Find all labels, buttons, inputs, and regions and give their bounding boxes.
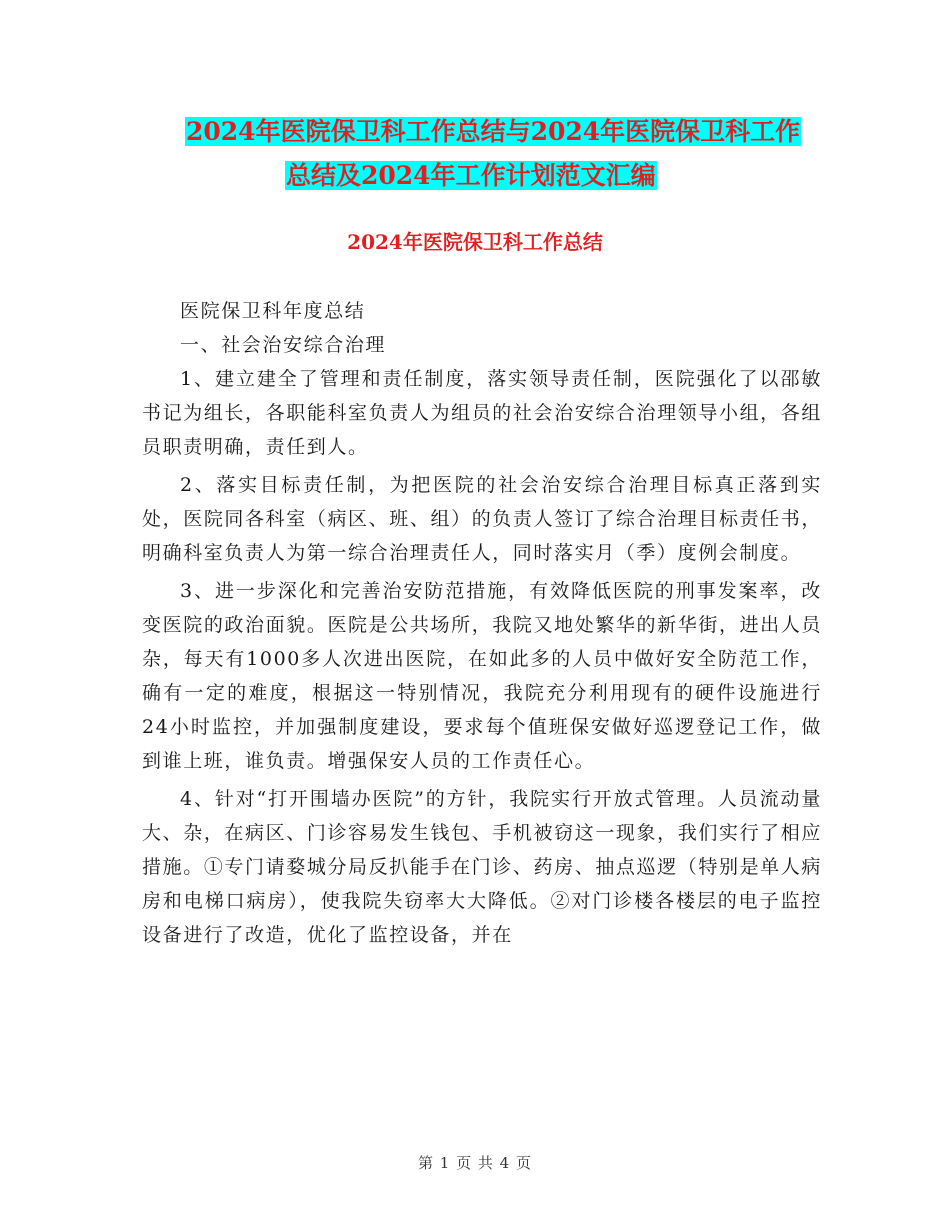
title-line-1: 2024年医院保卫科工作总结与2024年医院保卫科工作 — [186, 117, 801, 146]
paragraph: 3、进一步深化和完善治安防范措施，有效降低医院的刑事发案率，改变医院的政治面貌。医院是公共场所，我院又地处繁华的新华街，进出人员杂，每天有1000多人次进出医院，在如此多的人员中做好安全防范工作，确有一定的难度，根据这一特别情况，我院充分利用现有的硬件设施进行24小时监控，并加强制度建设，要求每个值班保安做好巡逻登记工作，做到谁上班，谁负责。增强保安人员的工作责任心。 — [142, 580, 822, 772]
paragraph: 4、针对“打开围墙办医院”的方针，我院实行开放式管理。人员流动量大、杂，在病区、门诊容易发生钱包、手机被窃这一现象，我们实行了相应措施。①专门请婺城分局反扒能手在门诊、药房、抽点巡逻（特别是单人病房和电梯口病房），使我院失窃率大大降低。②对门诊楼各楼层的电子监控设备进行了改造，优化了监控设备，并在 — [142, 788, 822, 946]
paragraph: 1、建立建全了管理和责任制度，落实领导责任制，医院强化了以邵敏书记为组长，各职能科室负责人为组员的社会治安综合治理领导小组，各组员职责明确，责任到人。 — [142, 368, 822, 458]
page-footer: 第 1 页 共 4 页 — [418, 1154, 532, 1172]
section-title: 2024年医院保卫科工作总结 — [347, 230, 603, 254]
title-line-2: 总结及2024年工作计划范文汇编 — [286, 161, 656, 190]
document-title — [140, 110, 820, 198]
document-body — [142, 294, 822, 952]
paragraph-heading: 医院保卫科年度总结 — [180, 300, 366, 322]
paragraph-subheading: 一、社会治安综合治理 — [180, 334, 387, 356]
paragraph: 2、落实目标责任制，为把医院的社会治安综合治理目标真正落到实处，医院同各科室（病区、班、组）的负责人签订了综合治理目标责任书，明确科室负责人为第一综合治理责任人，同时落实月（季）度例会制度。 — [142, 474, 822, 564]
